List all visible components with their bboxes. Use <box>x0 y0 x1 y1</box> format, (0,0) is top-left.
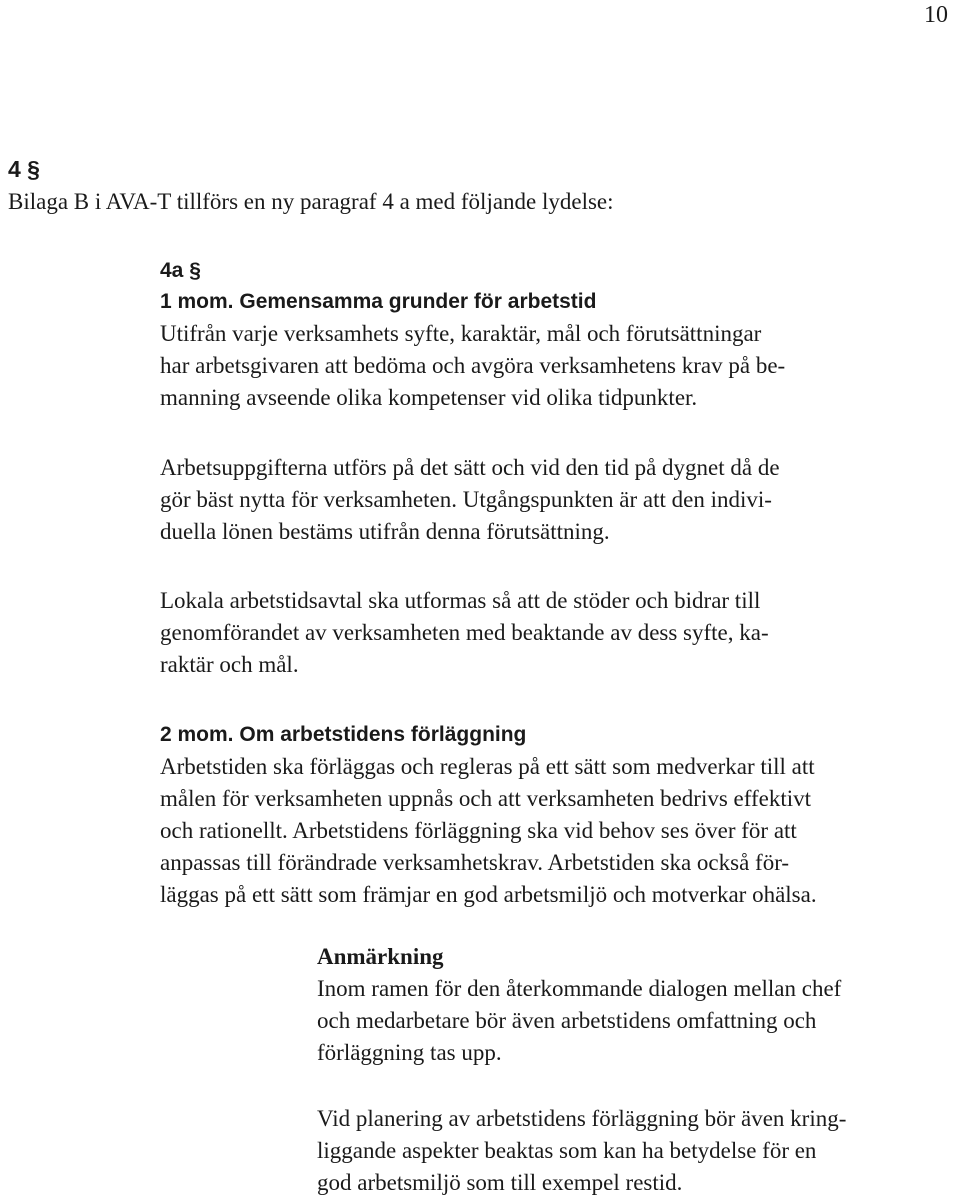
text-line: god arbetsmiljö som till exempel restid. <box>317 1170 683 1195</box>
text-line: gör bäst nytta för verksamheten. Utgångspunkten är att den indivi- <box>160 487 772 512</box>
text-line: Lokala arbetstidsavtal ska utformas så att de stöder och bidrar till <box>160 588 761 613</box>
note-paragraph-2 <box>317 1103 957 1199</box>
page-number: 10 <box>924 2 948 28</box>
mom1-paragraph-3 <box>160 585 960 681</box>
text-line: liggande aspekter beaktas som kan ha betydelse för en <box>317 1138 817 1163</box>
text-line: raktär och mål. <box>160 652 299 677</box>
mom1-block <box>160 286 960 414</box>
paragraph-4a <box>160 255 960 287</box>
text-line: och rationellt. Arbetstidens förläggning ska vid behov ses över för att <box>160 818 797 843</box>
text-line: Inom ramen för den återkommande dialogen mellan chef <box>317 976 842 1001</box>
text-line: duella lönen bestäms utifrån denna förutsättning. <box>160 519 610 544</box>
text-line: Arbetsuppgifterna utförs på det sätt och vid den tid på dygnet då de <box>160 455 780 480</box>
text-line: läggas på ett sätt som främjar en god arbetsmiljö och motverkar ohälsa. <box>160 882 817 907</box>
text-line: och medarbetare bör även arbetstidens omfattning och <box>317 1008 817 1033</box>
mom2-label: 2 mom. Om arbetstidens förläggning <box>160 723 527 746</box>
paragraph-4a-heading: 4a § <box>160 259 201 282</box>
section-intro: Bilaga B i AVA-T tillförs en ny paragraf 4 a med följande lydelse: <box>8 189 614 214</box>
mom1-label: 1 mom. Gemensamma grunder för arbetstid <box>160 290 597 313</box>
text-line: förläggning tas upp. <box>317 1040 502 1065</box>
text-line: anpassas till förändrade verksamhetskrav. Arbetstiden ska också för- <box>160 850 790 875</box>
mom1-paragraph-2 <box>160 452 960 548</box>
text-line: Vid planering av arbetstidens förläggning bör även kring- <box>317 1106 847 1131</box>
note-title: Anmärkning <box>317 944 444 969</box>
text-line: genomförandet av verksamheten med beaktande av dess syfte, ka- <box>160 620 769 645</box>
text-line: Arbetstiden ska förläggas och regleras på ett sätt som medverkar till att <box>160 754 815 779</box>
mom2-block <box>160 719 960 911</box>
text-line: Utifrån varje verksamhets syfte, karaktär, mål och förutsättningar <box>160 321 762 346</box>
text-line: manning avseende olika kompetenser vid olika tidpunkter. <box>160 385 698 410</box>
section-heading: 4 § <box>8 156 40 182</box>
note-block <box>317 941 957 1069</box>
text-line: har arbetsgivaren att bedöma och avgöra verksamhetens krav på be- <box>160 353 786 378</box>
text-line: målen för verksamheten uppnås och att verksamheten bedrivs effektivt <box>160 786 812 811</box>
